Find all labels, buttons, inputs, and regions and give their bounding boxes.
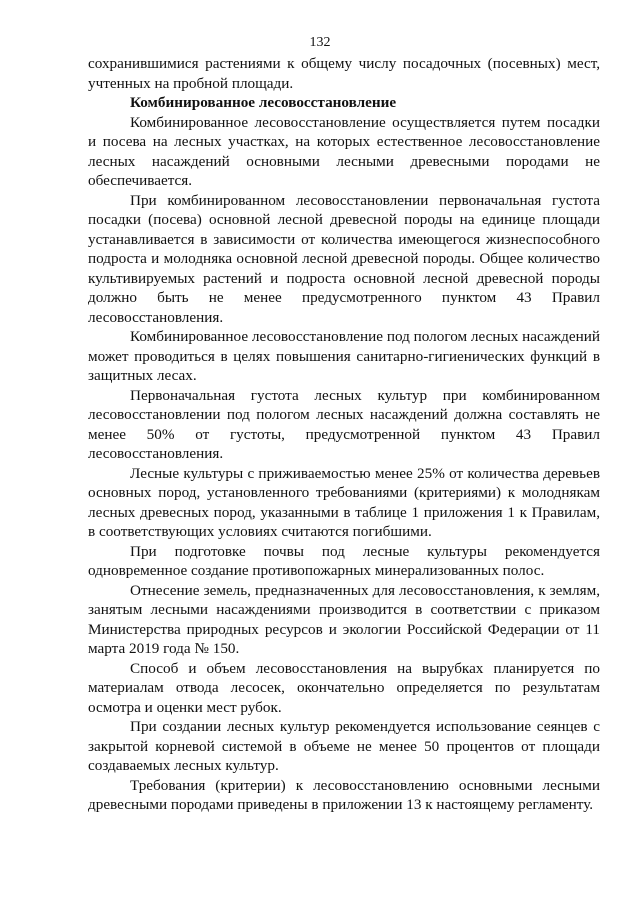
paragraph: Требования (критерии) к лесовосстановлению основными лесными древесными породами приведены в приложении 13 к настоящему регламенту. (88, 776, 600, 813)
paragraph: Комбинированное лесовосстановление осуществляется путем посадки и посева на лесных участках, на которых естественное лесовосстановление лесных насаждений основными лесными древесными породами не обеспечивается. (88, 113, 600, 189)
page-number: 132 (309, 35, 331, 50)
paragraph: Комбинированное лесовосстановление под пологом лесных насаждений может проводиться в целях повышения санитарно-гигиенических функций в защитных лесах. (88, 328, 600, 384)
paragraph: При подготовке почвы под лесные культуры рекомендуется одновременное создание противопожарных минерализованных полос. (88, 542, 600, 579)
paragraph: Лесные культуры с приживаемостью менее 25% от количества деревьев основных пород, установленного требованиями (критериями) к молоднякам лесных древесных пород, указанными в таблице 1 приложения 1 к Правилам, в соответствующих условиях считаются погибшими. (88, 464, 600, 540)
section-heading: Комбинированное лесовосстановление (130, 94, 397, 111)
page-body (88, 54, 600, 815)
paragraph: Первоначальная густота лесных культур при комбинированном лесовосстановлении под пологом лесных насаждений должна составлять не менее 50% от густоты, предусмотренной пунктом 43 Правил лесовосстановления. (88, 386, 600, 462)
paragraph: Способ и объем лесовосстановления на вырубках планируется по материалам отвода лесосек, окончательно определяется по результатам осмотра и оценки мест рубок. (88, 659, 600, 716)
paragraph: При комбинированном лесовосстановлении первоначальная густота посадки (посева) основной лесной древесной породы на единице площади устанавливается в зависимости от количества имеющегося жизнеспособного подроста и молодняка основной лесной древесной породы. Общее количество культивируемых растений и подроста основной лесной древесной породы должно быть не менее предусмотренного пунктом 43 Правил лесовосстановления. (88, 191, 600, 326)
paragraph-continuation: сохранившимися растениями к общему числу посадочных (посевных) мест, учтенных на пробной площади. (88, 55, 600, 92)
paragraph: При создании лесных культур рекомендуется использование сеянцев с закрытой корневой системой в объеме не менее 50 процентов от площади создаваемых лесных культур. (88, 718, 600, 774)
paragraph: Отнесение земель, предназначенных для лесовосстановления, к землям, занятым лесными насаждениями производится в соответствии с приказом Министерства природных ресурсов и экологии Российской Федерации от 11 марта 2019 года № 150. (88, 581, 600, 657)
